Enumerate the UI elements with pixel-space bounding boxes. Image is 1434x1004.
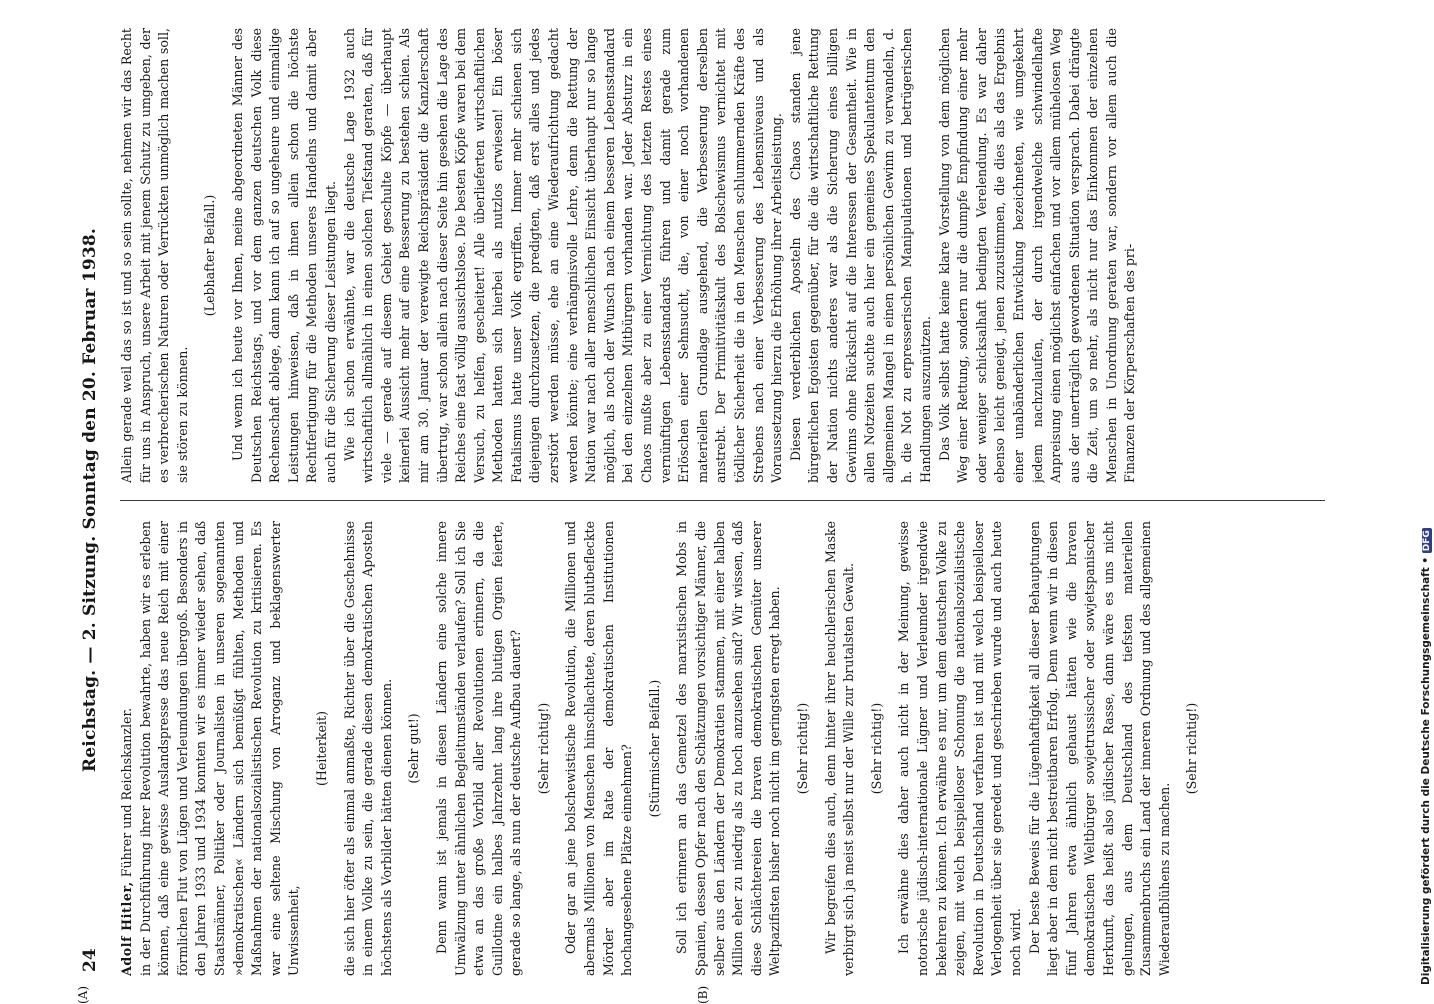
speaker-role: Führer und Reichskanzler. bbox=[119, 707, 134, 878]
margin-marker-a: (A) bbox=[76, 985, 90, 1004]
running-title: Reichstag. — 2. Sitzung. Sonntag den 20. Februar 1938. bbox=[80, 227, 100, 773]
right-column bbox=[118, 28, 1333, 483]
interjection: (Sehr gut!) bbox=[406, 713, 422, 784]
document-page bbox=[76, 20, 1356, 1004]
speaker-line bbox=[118, 521, 137, 976]
paragraph: die sich hier öfter als einmal anmaßte, Richter über die Geschehnisse in einem Volke zu sein, die gerade diesen demokratischen Aposteln höchstens als Vorbilder hätten dienen können. bbox=[341, 521, 394, 976]
paragraph: Wir begreifen dies auch, denn hinter ihrer heuchlerischen Maske verbirgt sich ja meist selbst nur der Wille zur brutalsten Gewalt. bbox=[822, 521, 857, 976]
paragraph: Allein gerade weil das so ist und so sein sollte, nehmen wir das Recht für uns in Anspruch, unsere Arbeit mit jenem Schutz zu umgeben, der es verbrecherischen Naturen oder Verrückten unmöglich machen soll, sie stören zu können. bbox=[119, 28, 190, 483]
paragraph: Das Volk selbst hatte keine klare Vorstellung von dem möglichen Weg einer Rettung, sondern nur die dumpfe Empfindung einer mehr oder weniger schicksalhaft bedingten Verelendung. Es war daher ebenso leicht geneigt, jenen zuzustimmen, die dies als das Ergebnis einer unabänderlichen Entwicklung bezeichneten, wie umgekehrt jedem nachzulaufen, der durch irgendwelche schwindelhafte Anpreisung einen möglichst einfachen und vor allem mühelosen Weg aus der unerträglich gewordenen Situation versprach. Dabei drängte die Zeit, um so mehr, als nicht nur das Einkommen der einzelnen Menschen in Unordnung geraten war, sondern vor allem auch die Finanzen der Körperschaften des pri- bbox=[936, 28, 1138, 483]
paragraph: Diesen verderblichen Aposteln des Chaos standen jene bürgerlichen Egoisten gegenüber, für die die wirtschaftliche Rettung der Nation nichts anderes war als die Sicherung eines billigen Gewinns ohne Rücksicht auf die Interessen der Gesamtheit. Wie in allen Notzeiten suchte auch hier ein gemeines Spekulantentum den allgemeinen Mangel in einen persönlichen Gewinn zu verwandeln, d. h. die Not zu erpresserischen Manipulationen und betrügerischen Handlungen auszunützen. bbox=[787, 28, 933, 483]
digitization-credit bbox=[1420, 0, 1432, 985]
interjection: (Stürmischer Beifall.) bbox=[646, 679, 662, 818]
interjection: (Sehr richtig!) bbox=[1184, 702, 1200, 795]
interjection: (Sehr richtig!) bbox=[868, 702, 884, 795]
speaker-name: Adolf Hitler, bbox=[119, 881, 134, 976]
paragraph: Und wenn ich heute vor Ihnen, meine abgeordneten Männer des Deutschen Reichstags, und vor dem ganzen deutschen Volk diese Rechenschaft ablege, dann kann ich auf so ungeheure und einmalige Leistungen hinweisen, daß in ihnen allein schon die höchste Rechtfertigung für die Methoden unseres Handelns und damit aber auch für die Sicherung dieser Leistungen liegt. bbox=[229, 28, 338, 483]
paragraph: in der Durchführung ihrer Revolution bewahrte, haben wir es erleben können, daß eine gewisse Auslandspresse das neue Reich mit einer förmlichen Flut von Lügen und Verleumdungen übergoß. Besonders in den Jahren 1933 und 1934 konnten wir es immer wieder sehen, daß Staatsmänner, Politiker oder Journalisten in unseren sogenannten »demokratischen« Ländern sich bemüßigt fühlten, Methoden und Maßnahmen der nationalsozialistischen Revolution zu kritisieren. Es war eine seltene Mischung von Arroganz und beklagenswerter Unwissenheit, bbox=[137, 521, 302, 976]
interjection: (Sehr richtig!) bbox=[795, 702, 810, 795]
margin-marker-b: (B) bbox=[696, 985, 710, 1004]
paragraph: Denn wann ist jemals in diesen Ländern eine solche innere Umwälzung unter ähnlichen Begleitumständen verlaufen? Soll ich Sie etwa an das große Vorbild aller Revolutionen erinnern, da die Guillotine ein halbes Jahrzehnt lang ihre blutigen Orgien feierte, gerade so lange, als nun der deutsche Aufbau dauert? bbox=[433, 521, 524, 976]
paragraph: Soll ich erinnern an das Gemetzel des marxistischen Mobs in Spanien, dessen Opfer nach den Schätzungen vorsichtiger Männer, die selber aus den Ländern der Demokratien stammen, mit einer halben Million eher zu niedrig als zu hoch anzusehen sind? Wir wissen, daß diese Schlächtereien die braven demokratischen Gemüter unserer Weltpazifisten bisher noch nicht im geringsten erregt haben. bbox=[674, 521, 783, 976]
page-number: 24 bbox=[80, 948, 100, 972]
paragraph: Oder gar an jene bolschewistische Revolution, die Millionen und abermals Millionen von Menschen hinschlachtete, deren blutbefleckte Mörder aber im Rate der demokratischen Institutionen hochangesehene Plätze einnehmen? bbox=[563, 521, 635, 976]
paragraph: Ich erwähne dies daher auch nicht in der Meinung, gewisse notorische jüdisch-internationale Lügner und Verleumder irgendwie bekehren zu können. Ich erwähne es nur, um dem deutschen Volke zu zeigen, mit welch beispielloser Schonung die nationalsozialistische Revolution in Deutschland verfahren ist und mit welch beispielloser Verlogenheit über sie geredet und geschrieben wurde und auch heute noch wird. bbox=[896, 521, 1023, 976]
paragraph: Wie ich schon erwähnte, war die deutsche Lage 1932 auch wirtschaftlich allmählich in einen solchen Tiefstand geraten, daß für viele — gerade auf diesem Gebiet geschulte Köpfe — überhaupt keinerlei Aussicht mehr auf eine Besserung zu bestehen schien. Als mir am 30. Januar der verewigte Reichspräsident die Kanzlerschaft übertrug, war schon allein nach dieser Seite hin gesehen die Lage des Reiches eine fast völlig aussichtslose. Die besten Köpfe waren bei dem Versuch, zu helfen, gescheitert! Alle überlieferten wirtschaftlichen Methoden hatten sich hierbei als nutzlos erwiesen! Ein böser Fatalismus hatte unser Volk ergriffen. Immer mehr schienen sich diejenigen durchzusetzen, die predigten, daß erst alles und jedes zerstört werden müsse, ehe an eine Wiederaufrichtung gedacht werden könnte; eine verhängnisvolle Lehre, denn die Rettung der Nation war nach aller menschlichen Einsicht überhaupt nur so lange möglich, als noch der Wunsch nach einem besseren Lebensstandard bei den einzelnen Mitbürgern vorhanden war. Jeder Absturz in ein Chaos mußte aber zu einer Vernichtung des letzten Restes eines vernünftigen Lebensstandards führen und damit gerade zum Erlöschen einer Sehnsucht, die, von einer noch vorhandenen materiellen Grundlage ausgehend, die Verbesserung derselben anstrebt. Der Primitivitätskult des Bolschewismus vernichtet mit tödlicher Sicherheit die in den Menschen schlummernden Kräfte des Strebens nach einer Verbesserung des Lebensniveaus und als Voraussetzung hierzu die Erhöhung ihrer Arbeitsleistung. bbox=[341, 28, 785, 483]
paragraph: Der beste Beweis für die Lügenhaftigkeit all dieser Behauptungen liegt aber in dem nicht bestreitbaren Erfolg. Denn wenn wir in diesen fünf Jahren etwa ähnlich gehaust hätten wie die braven demokratischen Weltbürger sowjetrussischer oder sowjetspanischer Herkunft, das heißt also jüdischer Rasse, dann wäre es uns nicht gelungen, aus dem Deutschland des tiefsten materiellen Zusammenbruchs ein Land der inneren Ordnung und des allgemeinen Wiederaufblühens zu machen. bbox=[1026, 521, 1172, 976]
page-header bbox=[80, 20, 110, 980]
dfg-logo: DFG bbox=[1422, 530, 1432, 552]
credit-text: Digitalisierung gefördert durch die Deutsche Forschungsgemeinschaft • bbox=[1420, 556, 1432, 985]
interjection: (Sehr richtig!) bbox=[535, 702, 551, 795]
left-column bbox=[118, 521, 1333, 976]
interjection: (Heiterkeit) bbox=[313, 711, 329, 786]
column-divider bbox=[120, 500, 1325, 501]
interjection: (Lebhafter Beifall.) bbox=[202, 194, 218, 317]
